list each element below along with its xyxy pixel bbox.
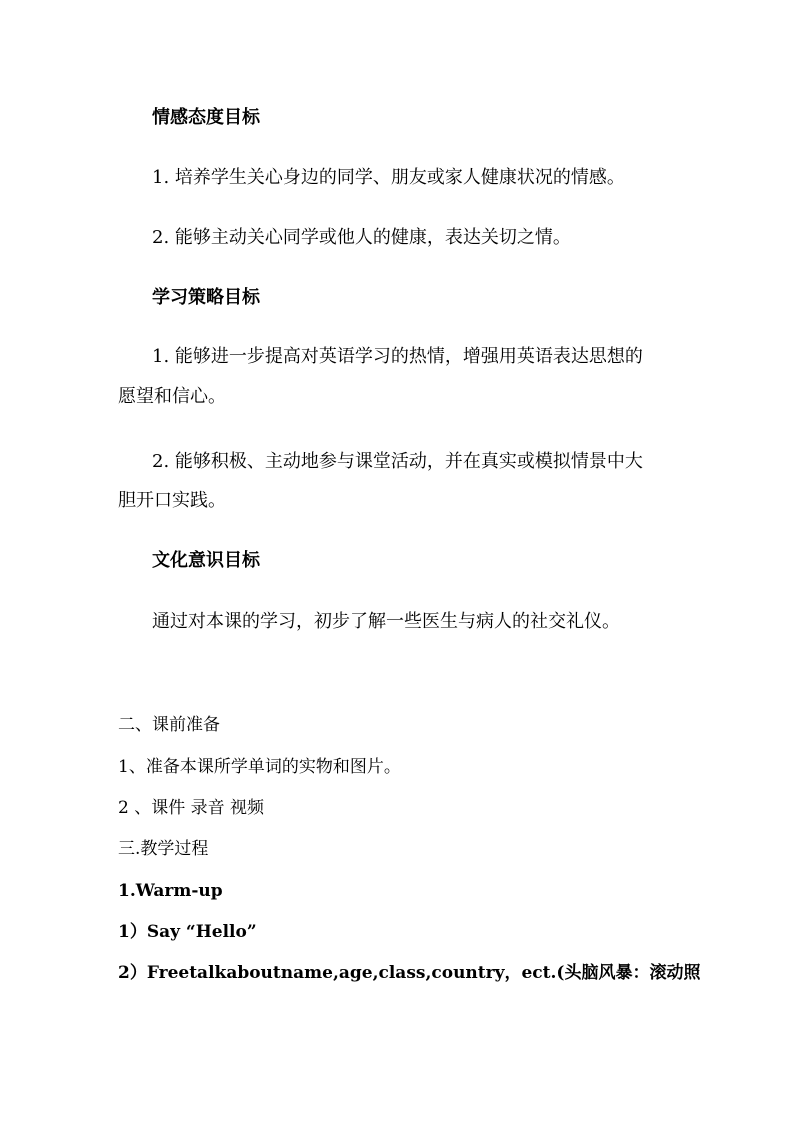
heading-affect-goals: 情感态度目标: [152, 107, 260, 128]
step-2-word: talk: [189, 963, 227, 983]
heading-culture-goals: 文化意识目标: [152, 550, 260, 571]
heading-strategy-goals: 学习策略目标: [152, 287, 260, 308]
strategy-item-1-line-1: 1. 能够进一步提高对英语学习的热情，增强用英语表达思想的: [152, 346, 643, 367]
strategy-item-2-line-2: 胆开口实践。: [118, 490, 226, 511]
heading-pre-class-prep: 二、课前准备: [118, 715, 220, 735]
warmup-step-2: [118, 961, 701, 985]
step-2-word: name,age,class,country，ect.(头脑风暴：滚动照: [280, 963, 701, 983]
strategy-item-2-line-1: 2. 能够积极、主动地参与课堂活动，并在真实或模拟情景中大: [152, 451, 643, 472]
step-2-word: 2）: [118, 963, 147, 983]
warmup-heading: 1.Warm-up: [118, 881, 223, 901]
affect-item-2: 2. 能够主动关心同学或他人的健康，表达关切之情。: [152, 227, 571, 248]
step-2-word: about: [226, 963, 281, 983]
strategy-item-1-line-2: 愿望和信心。: [118, 386, 226, 407]
prep-item-2: 2 、课件 录音 视频: [118, 798, 265, 818]
step-2-word: Free: [146, 963, 190, 983]
prep-item-1: 1、准备本课所学单词的实物和图片。: [118, 757, 401, 777]
culture-text: 通过对本课的学习，初步了解一些医生与病人的社交礼仪。: [152, 611, 620, 632]
affect-item-1: 1. 培养学生关心身边的同学、朋友或家人健康状况的情感。: [152, 167, 625, 188]
heading-teaching-process: 三.教学过程: [118, 839, 209, 859]
warmup-step-1: 1）Say “Hello”: [118, 922, 257, 942]
